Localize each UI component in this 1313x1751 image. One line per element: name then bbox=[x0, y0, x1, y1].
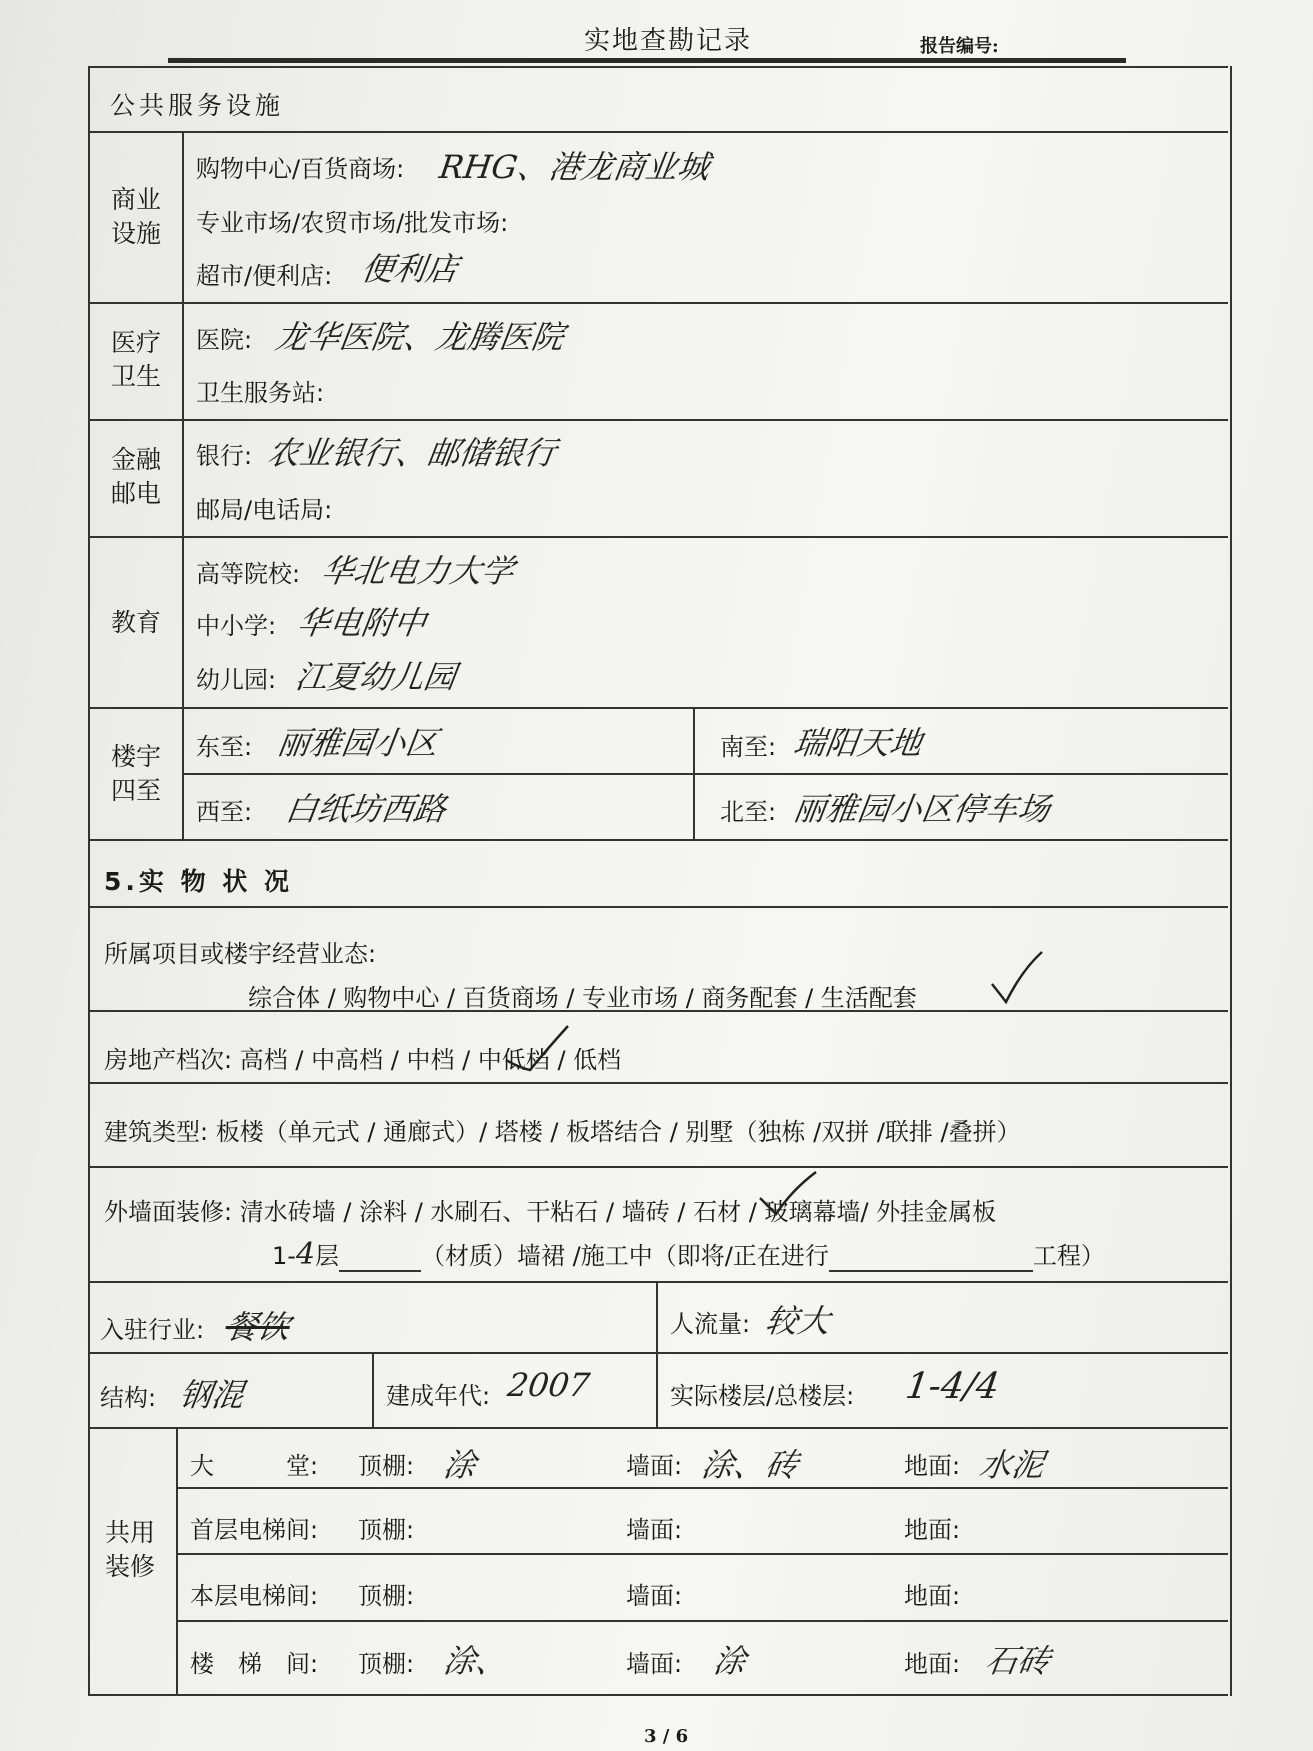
ceiling-label: 顶棚: bbox=[358, 1650, 415, 1678]
floor-value: 石砖 bbox=[983, 1642, 1053, 1680]
common-row-name: 楼 梯 间: bbox=[190, 1650, 319, 1678]
check-mark-icon bbox=[502, 1020, 572, 1076]
header-rule bbox=[168, 58, 1126, 63]
traffic-label: 人流量: bbox=[670, 1310, 751, 1338]
structure-label: 结构: bbox=[100, 1384, 157, 1412]
facade-floor-value: 4 bbox=[295, 1237, 316, 1272]
grade-row: 房地产档次: 高档 / 中高档 / 中档 / 中低档 / 低档 bbox=[104, 1046, 622, 1074]
floor-label: 地面: bbox=[904, 1452, 961, 1480]
facade-line2: 1-4层 （材质）墙裙 /施工中（即将/正在进行 工程） bbox=[272, 1237, 1105, 1272]
mall-value: RHG、港龙商业城 bbox=[437, 148, 712, 186]
structure-value: 钢混 bbox=[177, 1376, 247, 1414]
wall-value: 涂、砖 bbox=[699, 1446, 801, 1484]
facade-row bbox=[104, 1192, 996, 1227]
business-type-options: 综合体 / 购物中心 / 百货商场 / 专业市场 / 商务配套 / 生活配套 bbox=[248, 984, 917, 1012]
west-value: 白纸坊西路 bbox=[283, 790, 449, 828]
wall-label: 墙面: bbox=[626, 1650, 683, 1678]
building-type-row bbox=[104, 1112, 1021, 1147]
biz-option: 专业市场 bbox=[582, 984, 679, 1012]
floors-label: 实际楼层/总楼层: bbox=[670, 1382, 855, 1410]
grade-label: 房地产档次: bbox=[104, 1046, 233, 1074]
page-number: 3 / 6 bbox=[644, 1726, 689, 1747]
east-label: 东至: bbox=[196, 733, 253, 761]
floor-label: 地面: bbox=[904, 1516, 961, 1544]
college-value: 华北电力大学 bbox=[319, 552, 517, 590]
hospital-value: 龙华医院、龙腾医院 bbox=[273, 318, 567, 356]
category-commercial: 商业设施 bbox=[110, 185, 161, 248]
floor-value: 水泥 bbox=[977, 1446, 1047, 1484]
mall-label: 购物中心/百货商场: bbox=[196, 155, 405, 183]
kindergarten-label: 幼儿园: bbox=[196, 666, 277, 694]
floor-label: 地面: bbox=[904, 1650, 961, 1678]
supermarket-label: 超市/便利店: bbox=[196, 262, 333, 290]
west-label: 西至: bbox=[196, 798, 253, 826]
north-value: 丽雅园小区停车场 bbox=[791, 790, 1053, 828]
wall-label: 墙面: bbox=[626, 1452, 683, 1480]
grade-option: 高档 bbox=[239, 1046, 288, 1074]
business-type-label: 所属项目或楼宇经营业态: bbox=[104, 940, 377, 968]
check-mark-icon bbox=[986, 948, 1046, 1008]
north-label: 北至: bbox=[720, 798, 777, 826]
building-type-label: 建筑类型: bbox=[104, 1118, 209, 1146]
grade-option: 中低档 bbox=[477, 1046, 550, 1074]
page-title: 实地查勘记录 bbox=[584, 26, 753, 56]
grade-option: 中高档 bbox=[311, 1046, 384, 1074]
wall-label: 墙面: bbox=[626, 1582, 683, 1610]
wall-label: 墙面: bbox=[626, 1516, 683, 1544]
south-label: 南至: bbox=[720, 733, 777, 761]
check-mark-icon bbox=[756, 1168, 820, 1220]
ceiling-label: 顶棚: bbox=[358, 1516, 415, 1544]
college-label: 高等院校: bbox=[196, 560, 301, 588]
category-boundaries: 楼宇四至 bbox=[110, 742, 161, 805]
industry-label: 入驻行业: bbox=[100, 1316, 205, 1344]
year-value: 2007 bbox=[505, 1366, 593, 1404]
market-label: 专业市场/农贸市场/批发市场: bbox=[196, 209, 509, 237]
biz-option: 购物中心 bbox=[343, 984, 440, 1012]
year-label: 建成年代: bbox=[386, 1382, 491, 1410]
kindergarten-value: 江夏幼儿园 bbox=[293, 658, 459, 696]
grade-option-selected: 中档 bbox=[406, 1046, 455, 1074]
industry-value: 餐饮 bbox=[223, 1308, 293, 1346]
grade-option: 低档 bbox=[573, 1046, 622, 1074]
east-value: 丽雅园小区 bbox=[275, 724, 441, 762]
category-medical: 医疗卫生 bbox=[110, 328, 161, 391]
section-physical: 5.实 物 状 况 bbox=[104, 867, 294, 896]
common-row-name: 大 堂: bbox=[190, 1452, 319, 1480]
facade-label: 外墙面装修: bbox=[104, 1198, 233, 1226]
supermarket-value: 便利店 bbox=[359, 250, 461, 288]
common-row-name: 本层电梯间: bbox=[190, 1582, 319, 1610]
common-row-name: 首层电梯间: bbox=[190, 1516, 319, 1544]
category-education: 教育 bbox=[110, 608, 161, 637]
bank-value: 农业银行、邮储银行 bbox=[265, 434, 559, 472]
ceiling-value: 涂、 bbox=[441, 1642, 511, 1680]
school-value: 华电附中 bbox=[295, 604, 429, 642]
biz-option: 综合体 bbox=[248, 984, 320, 1012]
category-finance: 金融邮电 bbox=[110, 445, 161, 508]
biz-option: 百货商场 bbox=[462, 984, 559, 1012]
bank-label: 银行: bbox=[196, 442, 253, 470]
hospital-label: 医院: bbox=[196, 326, 253, 354]
post-label: 邮局/电话局: bbox=[196, 496, 333, 524]
floor-label: 地面: bbox=[904, 1582, 961, 1610]
building-type-options: 板楼（单元式 / 通廊式）/ 塔楼 / 板塔结合 / 别墅（独栋 /双拼 /联排 /叠拼） bbox=[215, 1118, 1021, 1146]
ceiling-label: 顶棚: bbox=[358, 1582, 415, 1610]
traffic-value: 较大 bbox=[763, 1302, 833, 1340]
biz-option: 商务配套 bbox=[701, 984, 798, 1012]
south-value: 瑞阳天地 bbox=[791, 724, 925, 762]
school-label: 中小学: bbox=[196, 612, 277, 640]
report-number-label: 报告编号: bbox=[920, 36, 999, 57]
facade-options: 清水砖墙 / 涂料 / 水刷石、干粘石 / 墙砖 / 石材 / 玻璃幕墙/ 外挂金属板 bbox=[239, 1198, 997, 1226]
health-station-label: 卫生服务站: bbox=[196, 379, 325, 407]
section-public-facilities: 公共服务设施 bbox=[110, 91, 285, 120]
category-common-decoration: 共用装修 bbox=[104, 1518, 155, 1581]
ceiling-value: 涂 bbox=[441, 1446, 479, 1484]
ceiling-label: 顶棚: bbox=[358, 1452, 415, 1480]
floors-value: 1-4/4 bbox=[903, 1366, 1002, 1407]
biz-option-selected: 生活配套 bbox=[820, 984, 917, 1012]
wall-value: 涂 bbox=[711, 1642, 749, 1680]
